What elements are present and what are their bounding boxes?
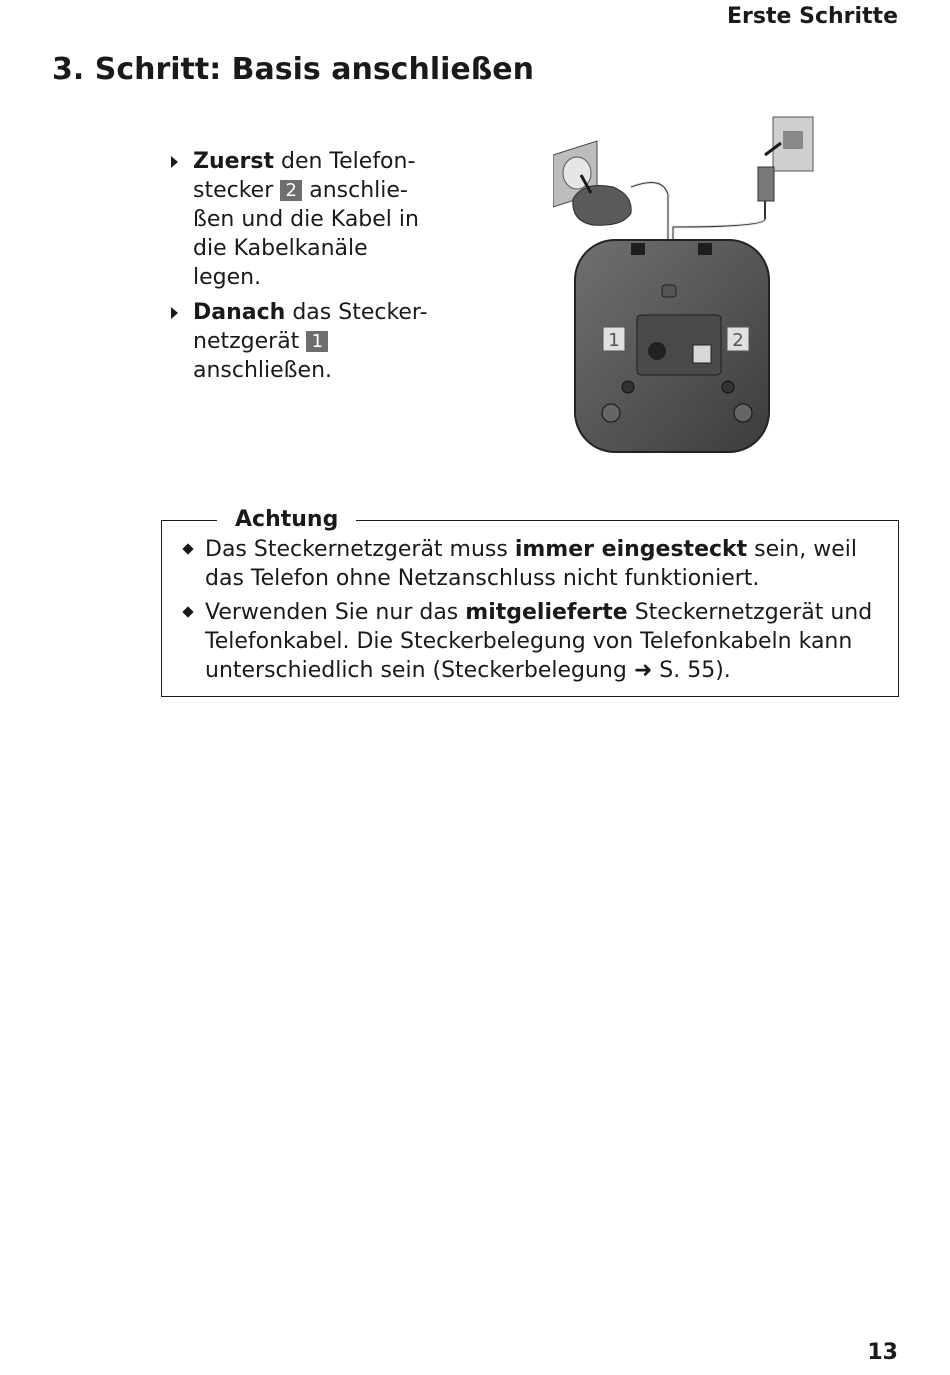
step-item — [166, 147, 436, 292]
section-header: Erste Schritte — [727, 4, 898, 29]
diamond-bullet-icon — [182, 606, 193, 617]
base-station-body — [575, 240, 769, 452]
triangle-right-icon — [171, 156, 178, 168]
label-2: 2 — [732, 330, 744, 351]
step-item — [166, 298, 436, 385]
warning-item — [182, 535, 882, 593]
warning-text: sein, weil das Telefon ohne Netzanschluss nicht funktioniert. — [205, 537, 857, 591]
warning-text: Das Steckernetzgerät muss — [205, 537, 515, 562]
step-list — [166, 147, 436, 391]
page-title: 3. Schritt: Basis anschließen — [52, 52, 535, 87]
warning-title: Achtung — [217, 505, 356, 535]
step-keyword: Danach — [193, 300, 286, 325]
warning-item — [182, 598, 882, 685]
warning-list — [182, 535, 882, 690]
warning-box — [161, 507, 899, 697]
warning-text: Steckernetzgerät und Telefonkabel. Die Steckerbelegung von Telefonkabeln kann unterschiedlich sein (Steckerbelegung — [205, 600, 873, 683]
triangle-right-icon — [171, 307, 178, 319]
diamond-bullet-icon — [182, 543, 193, 554]
page-reference[interactable]: S. 55). — [652, 658, 731, 683]
step-text: den Telefon-stecker — [193, 149, 416, 203]
label-1: 1 — [608, 330, 620, 351]
arrow-right-icon: ➜ — [633, 658, 653, 683]
base-station-illustration — [553, 115, 843, 460]
key-badge: 2 — [280, 180, 302, 201]
step-keyword: Zuerst — [193, 149, 274, 174]
step-text: anschlie-ßen und die Kabel in die Kabelkanäle legen. — [193, 178, 419, 290]
step-text: anschließen. — [193, 358, 333, 383]
warning-emphasis: mitgelieferte — [465, 600, 628, 625]
step-text: das Stecker-netzgerät — [193, 300, 428, 354]
page-number: 13 — [867, 1340, 898, 1365]
warning-text: Verwenden Sie nur das — [205, 600, 466, 625]
warning-emphasis: immer eingesteckt — [514, 537, 748, 562]
key-badge: 1 — [306, 331, 328, 352]
